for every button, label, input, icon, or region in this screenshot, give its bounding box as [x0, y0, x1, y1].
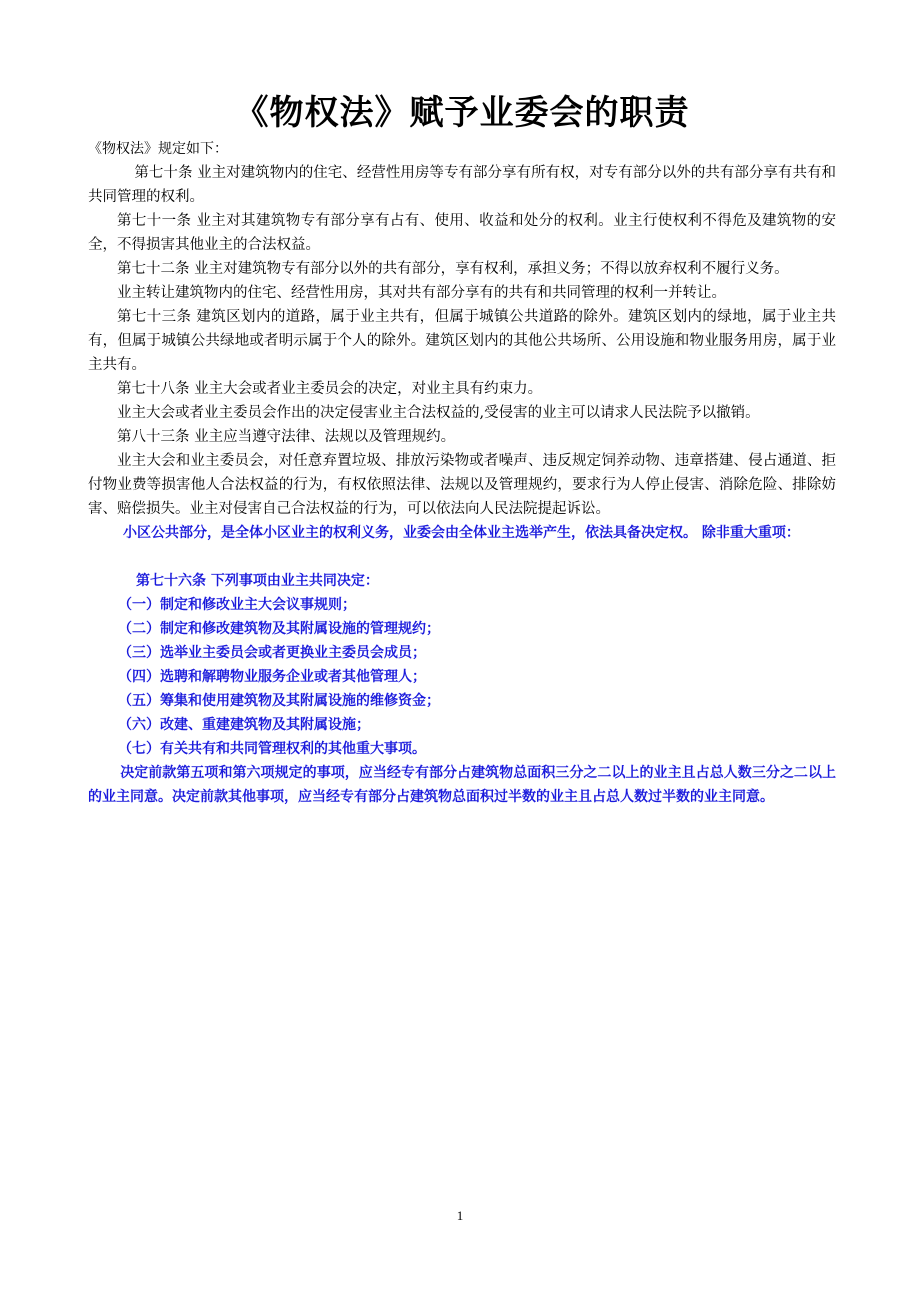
article-70: 第七十条 业主对建筑物内的住宅、经营性用房等专有部分享有所有权，对专有部分以外的共有部分享有共有和共同管理的权利。: [88, 165, 836, 205]
spacer: [88, 545, 836, 569]
final-paragraph: 决定前款第五项和第六项规定的事项，应当经专有部分占建筑物总面积三分之二以上的业主且占总人数三分之二以上的业主同意。决定前款其他事项，应当经专有部分占建筑物总面积过半数的业主且占总人数过半数的业主同意。: [88, 765, 836, 805]
article-76-item: （三）选举业主委员会或者更换业主委员会成员；: [118, 645, 426, 661]
summary-text: 小区公共部分，是全体小区业主的权利义务，业委会由全体业主选举产生，依法具备决定权。 除非重大重项：: [123, 525, 800, 541]
article-78: 第七十八条 业主大会或者业主委员会的决定，对业主具有约束力。: [117, 381, 543, 397]
article-71: 第七十一条 业主对其建筑物专有部分享有占有、使用、收益和处分的权利。业主行使权利不得危及建筑物的安全，不得损害其他业主的合法权益。: [88, 213, 836, 253]
article-78-revoke: 业主大会或者业主委员会作出的决定侵害业主合法权益的,受侵害的业主可以请求人民法院予以撤销。: [117, 405, 760, 421]
intro-text: 《物权法》规定如下：: [88, 141, 228, 157]
article-72-transfer: 业主转让建筑物内的住宅、经营性用房，其对共有部分享有的共有和共同管理的权利一并转让。: [117, 285, 726, 301]
page-number: 1: [456, 1208, 464, 1223]
article-76-item: （五）筹集和使用建筑物及其附属设施的维修资金；: [118, 693, 440, 709]
article-73: 第七十三条 建筑区划内的道路，属于业主共有，但属于城镇公共道路的除外。建筑区划内的绿地，属于业主共有，但属于城镇公共绿地或者明示属于个人的除外。建筑区划内的其他公共场所、公用设施和物业服务用房，属于业主共有。: [88, 309, 836, 373]
article-76-item: （一）制定和修改业主大会议事规则；: [118, 597, 356, 613]
document-page: [88, 0, 836, 809]
article-76-item: （七）有关共有和共同管理权利的其他重大事项。: [118, 741, 426, 757]
article-76-item: （六）改建、重建建筑物及其附属设施；: [118, 717, 370, 733]
article-76-heading: 第七十六条 下列事项由业主共同决定：: [136, 573, 379, 589]
article-83-rights: 业主大会和业主委员会，对任意弃置垃圾、排放污染物或者噪声、违反规定饲养动物、违章搭建、侵占通道、拒付物业费等损害他人合法权益的行为，有权依照法律、法规以及管理规约，要求行为人停止侵害、消除危险、排除妨害、赔偿损失。业主对侵害自己合法权益的行为，可以依法向人民法院提起诉讼。: [88, 453, 836, 517]
page-title: 《物权法》赋予业委会的职责: [234, 93, 690, 133]
article-83: 第八十三条 业主应当遵守法律、法规以及管理规约。: [117, 429, 456, 445]
article-76-item: （四）选聘和解聘物业服务企业或者其他管理人；: [118, 669, 426, 685]
article-72: 第七十二条 业主对建筑物专有部分以外的共有部分，享有权利，承担义务；不得以放弃权利不履行义务。: [117, 261, 789, 277]
article-76-item: （二）制定和修改建筑物及其附属设施的管理规约；: [118, 621, 440, 637]
